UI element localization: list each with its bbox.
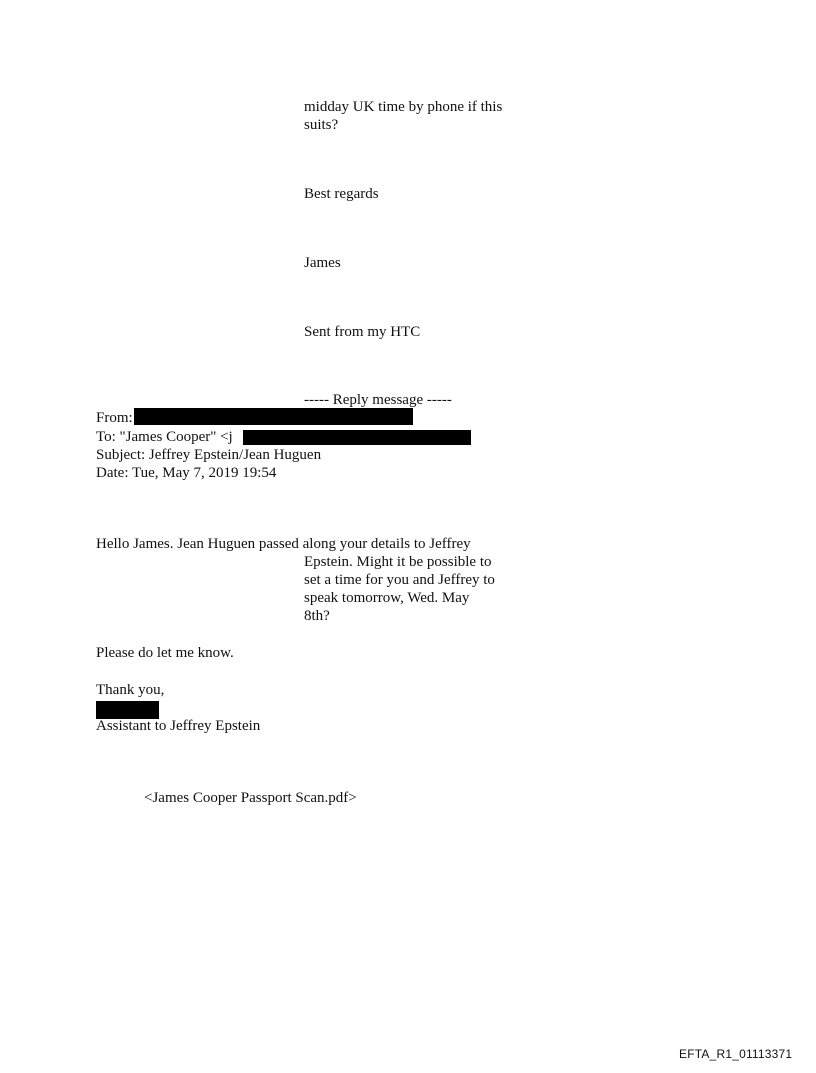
date-line: Date: Tue, May 7, 2019 19:54	[96, 465, 277, 481]
subject-line: Subject: Jeffrey Epstein/Jean Huguen	[96, 447, 322, 463]
reply-line-1: midday UK time by phone if this	[304, 99, 503, 115]
to-line: To: "James Cooper" <j	[96, 429, 233, 445]
redaction-signature-name	[96, 701, 159, 719]
reply-message-header: ----- Reply message -----	[304, 392, 452, 408]
document-id: EFTA_R1_01113371	[679, 1047, 793, 1061]
closing-request: Please do let me know.	[96, 645, 234, 661]
signature-title: Assistant to Jeffrey Epstein	[96, 718, 261, 734]
body-line-3: set a time for you and Jeffrey to	[304, 572, 495, 588]
best-regards: Best regards	[304, 186, 379, 202]
sender-name: James	[304, 255, 341, 271]
body-line-2: Epstein. Might it be possible to	[304, 554, 492, 570]
attachment-link[interactable]: <James Cooper Passport Scan.pdf>	[144, 790, 357, 806]
sent-from-signature: Sent from my HTC	[304, 324, 421, 340]
body-line-1: Hello James. Jean Huguen passed along your details to Jeffrey	[96, 536, 471, 552]
thanks-line: Thank you,	[96, 682, 165, 698]
reply-line-2: suits?	[304, 117, 339, 133]
body-line-4: speak tomorrow, Wed. May	[304, 590, 470, 606]
redaction-to	[243, 430, 471, 445]
redaction-from	[134, 408, 413, 425]
body-line-5: 8th?	[304, 608, 330, 624]
from-label: From:	[96, 410, 133, 426]
